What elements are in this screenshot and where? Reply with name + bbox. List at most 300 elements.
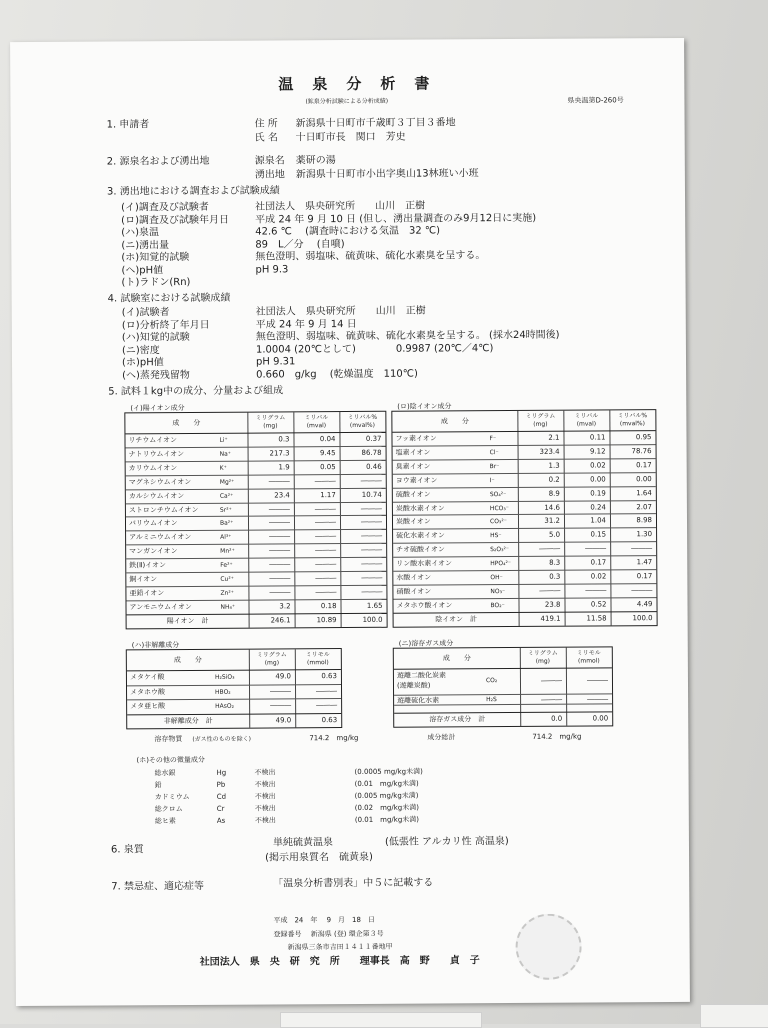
anion-row-formula: I⁻ — [489, 476, 495, 484]
anion-row-mval: ――― — [585, 586, 607, 595]
anion-row-mg: 0.2 — [548, 475, 560, 484]
cation-row-mval: ――― — [314, 476, 336, 485]
cation-row-pct: ――― — [360, 476, 382, 485]
anion-row-mval: 0.02 — [590, 461, 606, 470]
cation-row-formula: Ca²⁺ — [219, 492, 234, 500]
nondiss-row-formula: HBO₂ — [215, 688, 231, 696]
dissolved-note: (ガス性のものを除く) — [192, 735, 252, 743]
row-divider — [126, 557, 386, 560]
cation-row-mg: ――― — [269, 574, 291, 583]
trace-result: 不検出 — [254, 792, 276, 801]
section-field-test-label: 3. 湧出地における調査および試験成績 — [106, 185, 280, 198]
trace-limit: (0.01 mg/kg未満) — [354, 779, 419, 788]
gas-h2s-formula: H₂S — [486, 696, 497, 704]
row-divider — [126, 460, 386, 463]
section-quality-label: 6. 泉質 — [110, 844, 144, 856]
paper-corner — [700, 1004, 768, 1028]
anion-row-mval: 0.00 — [590, 475, 606, 484]
cation-row-pct: ――― — [361, 545, 383, 555]
trace-name: 総クロム — [154, 805, 183, 814]
anion-row-name: フッ素イオン — [395, 434, 437, 443]
trace-limit: (0.01 mg/kg未満) — [354, 815, 420, 824]
paper-corner — [280, 1012, 482, 1028]
anion-row-formula: HCO₃⁻ — [489, 504, 509, 512]
anion-row-mval: 0.52 — [590, 600, 607, 609]
lab-test-value: 社団法人 県央研究所 山川 正樹 — [255, 305, 426, 318]
dissolved-value: 714.2 mg/kg — [309, 733, 359, 743]
cation-total-mg: 246.1 — [270, 616, 291, 625]
lab-test-key: (イ)試験者 — [121, 307, 170, 319]
anion-row-pct: 1.64 — [636, 488, 652, 497]
nondiss-row-mg: 49.0 — [275, 672, 291, 681]
cation-row-mval: 0.18 — [320, 601, 337, 610]
cation-row-name: ナトリウムイオン — [128, 449, 185, 459]
cation-row-mg: ――― — [268, 518, 291, 527]
anion-row-mg: 31.2 — [544, 517, 561, 526]
lab-test-value: pH 9.31 — [255, 356, 296, 368]
row-divider — [126, 599, 386, 602]
gas-co2-mg: ――― — [540, 676, 562, 685]
row-divider — [126, 446, 386, 449]
address-label: 住 所 — [254, 118, 278, 130]
gas-header-mmol-unit: (mmol) — [577, 657, 600, 665]
gas-header-mg-unit: (mg) — [535, 657, 551, 665]
anion-row-mg: 5.0 — [548, 531, 561, 540]
cation-row-pct: 0.37 — [365, 434, 382, 443]
row-divider — [126, 585, 386, 588]
lab-test-value: 0.660 g/kg (乾燥温度 110℃) — [256, 368, 418, 381]
anion-row-pct: ――― — [631, 544, 653, 553]
lab-test-key: (ニ)密度 — [121, 344, 160, 356]
cation-header-mg: ミリグラム — [255, 414, 286, 422]
anion-row-mval: 0.19 — [590, 489, 606, 498]
anion-row-mg: 23.8 — [544, 600, 561, 609]
anion-header-mval-unit: (mval) — [576, 420, 597, 428]
anion-row-mg: ――― — [539, 586, 561, 595]
anion-row-formula: HS⁻ — [490, 532, 502, 540]
lab-test-value: 1.0004 (20℃として) 0.9987 (20℃／4℃) — [255, 342, 494, 356]
anion-table — [391, 409, 657, 628]
row-divider — [126, 529, 386, 532]
cation-row-mval: 9.45 — [319, 448, 336, 458]
nondiss-header-mg-unit: (mg) — [264, 659, 280, 667]
total-components-value: 714.2 mg/kg — [532, 732, 582, 741]
anion-row-formula: CO₃²⁻ — [489, 518, 507, 526]
row-divider — [393, 458, 656, 461]
address-value: 新潟県十日町市千歳町３丁目３番地 — [295, 117, 456, 130]
total-components-label: 成分総計 — [427, 733, 456, 742]
cation-row-formula: Cu²⁺ — [220, 575, 234, 583]
cation-row-pct: ――― — [361, 559, 383, 569]
cation-row-formula: Fe²⁺ — [220, 561, 233, 569]
nondiss-row-name: メタケイ酸 — [129, 673, 165, 682]
anion-row-name: 硫化水素イオン — [396, 531, 445, 541]
cation-row-name: 銅イオン — [129, 575, 158, 584]
cation-row-name: アルミニウムイオン — [129, 533, 192, 542]
anion-row-name: 臭素イオン — [395, 462, 431, 471]
nondiss-header-mmol-unit: (mmol) — [306, 659, 329, 667]
row-divider — [393, 569, 656, 572]
cation-row-name: 鉄(Ⅱ)イオン — [129, 561, 166, 570]
source-name-label: 源泉名 — [254, 155, 285, 167]
trace-result: 不検出 — [254, 816, 276, 825]
spring-quality-note: (低張性 アルカリ性 高温泉) — [384, 836, 509, 848]
cation-row-mval: ――― — [315, 560, 337, 569]
gas-table — [393, 646, 613, 727]
spring-quality-display: (掲示用泉質名 硫黄泉) — [265, 851, 373, 864]
anion-row-mg: ――― — [539, 544, 561, 554]
document-number: 県央温第D-260号 — [567, 96, 624, 105]
section-source-label: 2. 源泉名および湧出地 — [106, 155, 210, 168]
cation-row-formula: Mg²⁺ — [219, 478, 235, 486]
nondiss-row-mmol: ――― — [316, 686, 338, 695]
row-divider — [393, 555, 656, 558]
anion-header-pct: ミリバル% — [617, 412, 648, 420]
gas-total-label: 溶存ガス成分 計 — [429, 715, 486, 724]
cation-row-pct: 0.46 — [366, 462, 382, 471]
cation-header-pct-unit: (mval%) — [349, 421, 375, 429]
anion-row-formula: Br⁻ — [489, 462, 500, 470]
nondiss-row-mg: ――― — [270, 687, 292, 696]
cation-row-mg: ――― — [269, 546, 291, 555]
cation-row-mval: ――― — [315, 532, 337, 541]
anion-row-pct: 2.07 — [636, 502, 652, 511]
nondiss-header-mg: ミリグラム — [256, 651, 287, 659]
cation-row-pct: ――― — [361, 532, 383, 541]
trace-limit: (0.02 mg/kg未満) — [354, 803, 419, 812]
anion-row-mg: 0.3 — [549, 572, 561, 581]
lab-test-value: 無色澄明、弱塩味、硫黄味、硫化水素臭を呈する。 (採水24時間後) — [255, 329, 560, 343]
cation-row-mval: ――― — [315, 546, 337, 555]
indications-value: 「温泉分析書別表」中５に記載する — [273, 877, 434, 890]
anion-row-mg: 8.3 — [549, 558, 561, 567]
row-divider — [393, 486, 656, 489]
anion-total-mg: 419.1 — [540, 614, 561, 623]
field-test-key: (ロ)調査及び試験年月日 — [121, 214, 229, 226]
anion-row-mval: 1.04 — [590, 516, 607, 525]
nondiss-total-mg: 49.0 — [275, 716, 292, 725]
anion-row-formula: SO₄²⁻ — [489, 490, 507, 498]
cation-row-name: マンガンイオン — [129, 547, 178, 556]
anion-row-pct: ――― — [631, 586, 653, 595]
trace-symbol: Cr — [216, 804, 225, 813]
cation-total-mval: 10.89 — [316, 616, 337, 625]
trace-name: 鉛 — [154, 781, 162, 790]
anion-row-formula: BO₂⁻ — [490, 601, 505, 609]
anion-row-formula: NO₃⁻ — [490, 587, 506, 596]
gas-co2-name-alt: (遊離炭酸) — [396, 681, 431, 690]
cation-row-name: 亜鉛イオン — [129, 589, 165, 598]
anion-total-label: 陰イオン 計 — [435, 615, 478, 624]
nondiss-row-mmol: ――― — [316, 701, 338, 710]
anion-row-mg: 1.3 — [548, 461, 560, 470]
cation-row-mg: ――― — [269, 588, 291, 597]
cation-row-formula: K⁺ — [219, 464, 227, 472]
nondiss-caption: (ハ)非解離成分 — [131, 641, 180, 650]
field-test-key: (ト)ラドン(Rn) — [121, 276, 191, 289]
gas-h2s-name: 遊離硫化水素 — [397, 696, 440, 705]
anion-row-mval: 0.24 — [590, 502, 606, 512]
cation-header-mg-unit: (mg) — [263, 422, 278, 430]
gas-h2s-mg: ――― — [541, 695, 563, 704]
cation-row-mg: 0.3 — [278, 435, 290, 444]
cation-caption: (イ)陽イオン成分 — [130, 404, 185, 413]
trace-name: 総水銀 — [154, 769, 176, 778]
cation-row-formula: Li⁺ — [219, 436, 228, 444]
source-location-label: 湧出地 — [254, 169, 285, 181]
row-divider — [126, 543, 386, 546]
anion-row-mg: 323.4 — [539, 447, 560, 456]
registration-number: 登録番号 新潟県 (登) 環企第３号 — [273, 929, 384, 939]
trace-name: カドミウム — [154, 792, 190, 802]
row-divider — [127, 684, 341, 686]
row-divider — [393, 597, 656, 600]
gas-total-mg: 0.0 — [551, 714, 563, 723]
anion-row-name: 炭酸水素イオン — [395, 503, 445, 513]
anion-row-mg: 8.9 — [548, 489, 560, 498]
nondiss-total-label: 非解離成分 計 — [163, 716, 213, 726]
cation-row-mval: ――― — [315, 574, 337, 583]
anion-header-mval: ミリバル — [574, 412, 599, 420]
anion-row-mg: 2.1 — [548, 433, 560, 442]
row-divider — [393, 527, 656, 530]
trace-name: 総ヒ素 — [154, 817, 176, 826]
name-value: 十日町市長 関口 芳史 — [295, 131, 406, 144]
cation-header-pct: ミリバル% — [347, 413, 378, 422]
row-divider — [393, 514, 656, 517]
anion-row-mval: 0.11 — [589, 433, 606, 442]
nondiss-row-mmol: 0.63 — [321, 672, 337, 681]
row-divider — [393, 500, 656, 503]
anion-header-pct-unit: (mval%) — [619, 420, 645, 428]
trace-symbol: Pb — [216, 780, 226, 789]
cation-row-formula: Mn²⁺ — [220, 547, 235, 555]
nondiss-row-mg: ――― — [270, 701, 292, 710]
cation-row-pct: ――― — [361, 587, 383, 596]
field-test-key: (ヘ)pH値 — [121, 264, 164, 276]
anion-row-formula: S₂O₃²⁻ — [490, 546, 510, 554]
cation-row-pct: 1.65 — [366, 601, 383, 610]
anion-row-pct: 8.98 — [636, 516, 653, 525]
field-test-key: (ハ)泉温 — [121, 227, 160, 239]
nondiss-row-formula: HAsO₂ — [215, 703, 235, 711]
document-subtitle: (鉱泉分析試験による分析成績) — [305, 97, 389, 106]
cation-row-name: バリウムイオン — [128, 519, 178, 528]
cation-row-formula: Ba²⁺ — [219, 520, 234, 528]
nondiss-row-name: メタホウ酸 — [130, 687, 166, 697]
trace-symbol: Hg — [216, 768, 227, 777]
anion-row-pct: 0.95 — [635, 433, 652, 442]
cation-table — [124, 411, 387, 630]
anion-row-mval: 0.02 — [590, 572, 607, 581]
document-title: 温泉分析書 — [278, 74, 449, 94]
cation-row-formula: Sr²⁺ — [219, 506, 232, 514]
cation-row-mval: 0.04 — [319, 435, 336, 444]
row-divider — [126, 487, 386, 490]
cation-row-formula: NH₄⁺ — [220, 603, 236, 611]
row-divider — [393, 472, 656, 475]
cation-row-mg: 3.2 — [279, 602, 291, 611]
organization-name: 社団法人 県 央 研 究 所 理事長 高 野 貞 子 — [199, 955, 480, 968]
seal-stamp — [515, 914, 581, 980]
lab-test-key: (ハ)知覚的試験 — [121, 331, 190, 344]
anion-row-formula: OH⁻ — [490, 574, 503, 582]
cation-row-name: マグネシウムイオン — [128, 477, 192, 487]
row-divider — [126, 473, 386, 476]
cation-row-pct: ――― — [360, 504, 382, 513]
trace-result: 不検出 — [254, 804, 276, 813]
anion-row-mval: 9.12 — [589, 447, 606, 456]
field-test-value: 89 L／分 (自噴) — [255, 238, 345, 251]
field-test-value: pH 9.3 — [255, 263, 289, 276]
lab-test-key: (ホ)pH値 — [121, 357, 164, 369]
anion-row-name: 塩素イオン — [395, 448, 431, 457]
row-divider — [393, 541, 656, 544]
anion-total-pct: 100.0 — [632, 614, 653, 623]
section-components-label: 5. 試料１kg中の成分、分量および組成 — [108, 385, 284, 398]
trace-limit: (0.005 mg/kg未満) — [354, 791, 419, 800]
anion-row-mval: 0.17 — [590, 558, 607, 567]
cation-row-mg: 217.3 — [269, 449, 290, 458]
name-label: 氏 名 — [254, 132, 278, 144]
anion-row-name: 炭酸イオン — [395, 517, 431, 527]
cation-header-mval: ミリバル — [304, 414, 329, 422]
cation-row-mg: ――― — [269, 560, 291, 569]
anion-row-name: 硫酸イオン — [395, 490, 431, 499]
row-divider — [126, 571, 386, 574]
anion-row-name: リン酸水素イオン — [396, 559, 453, 568]
nondiss-row-name: メタ亜ヒ酸 — [130, 702, 166, 711]
gas-header-mg: ミリグラム — [527, 649, 558, 657]
anion-header-component: 成 分 — [440, 417, 469, 426]
lab-test-key: (ロ)分析終了年月日 — [121, 319, 210, 331]
gas-co2-formula: CO₂ — [485, 677, 498, 685]
anion-row-name: チオ硫酸イオン — [396, 545, 445, 554]
trace-result: 不検出 — [254, 780, 276, 789]
trace-result: 不検出 — [254, 768, 276, 777]
anion-row-mg: 14.6 — [544, 503, 560, 512]
gas-h2s-mmol: ――― — [587, 695, 609, 704]
anion-row-formula: F⁻ — [489, 435, 497, 443]
field-test-key: (イ)調査及び試験者 — [121, 201, 209, 214]
field-test-value: 社団法人 県央研究所 山川 正樹 — [255, 200, 426, 213]
cation-row-name: アンモニウムイオン — [129, 602, 192, 612]
row-divider — [127, 698, 341, 700]
source-name-value: 薬研の湯 — [295, 155, 336, 167]
organization-address: 新潟県三条市吉田１４１１番地甲 — [287, 942, 393, 952]
cation-row-mg: ――― — [268, 504, 290, 513]
cation-row-mg: ――― — [269, 532, 291, 541]
anion-row-pct: 0.00 — [636, 474, 652, 483]
section-lab-test-label: 4. 試験室における試験成績 — [107, 292, 231, 305]
row-divider — [126, 515, 386, 518]
field-test-key: (ニ)湧出量 — [121, 239, 170, 251]
cation-total-label: 陽イオン 計 — [166, 616, 209, 626]
cation-row-mg: ――― — [268, 477, 290, 486]
analysis-document — [10, 38, 690, 1006]
nondiss-header-mmol: ミリモル — [305, 651, 330, 659]
gas-header-mmol: ミリモル — [576, 649, 601, 657]
anion-row-pct: 0.17 — [636, 460, 652, 470]
anion-header-mg: ミリグラム — [525, 412, 556, 420]
cation-row-pct: 10.74 — [361, 490, 382, 499]
cation-row-name: カルシウムイオン — [128, 491, 185, 500]
trace-symbol: Cd — [216, 792, 227, 801]
section-applicant-label: 1. 申請者 — [106, 119, 150, 131]
anion-row-name: 硝酸イオン — [396, 587, 432, 596]
anion-row-pct: 1.30 — [636, 530, 653, 539]
gas-caption: (ニ)溶存ガス成分 — [398, 639, 454, 648]
cation-row-name: リチウムイオン — [128, 436, 177, 445]
issue-date: 平成 24 年 9 月 18 日 — [273, 915, 375, 925]
source-location-value: 新潟県十日町市小出字奥山13林班い小班 — [295, 168, 479, 181]
nondiss-table — [126, 648, 342, 729]
trace-caption: (ホ)その他の微量成分 — [136, 755, 205, 765]
anion-caption: (ロ)陰イオン成分 — [397, 402, 452, 411]
anion-row-name: ヨウ素イオン — [395, 476, 438, 485]
anion-row-formula: HPO₄²⁻ — [490, 560, 512, 568]
anion-total-mval: 11.58 — [586, 614, 607, 623]
anion-row-name: 水酸イオン — [396, 573, 432, 582]
cation-header-mval-unit: (mval) — [306, 422, 327, 430]
field-test-value: 42.6 ℃ (調査時における気温 32 ℃) — [255, 225, 441, 238]
cation-row-mval: ――― — [314, 504, 336, 513]
cation-row-name: カリウムイオン — [128, 463, 178, 473]
gas-header-component: 成 分 — [442, 654, 471, 663]
anion-row-name: メタホウ酸イオン — [396, 601, 453, 610]
cation-row-formula: Al³⁺ — [220, 534, 232, 542]
anion-row-mval: 0.15 — [590, 530, 607, 539]
trace-limit: (0.0005 mg/kg未満) — [354, 767, 423, 776]
anion-row-pct: 1.47 — [636, 558, 653, 567]
row-divider — [126, 501, 386, 504]
anion-row-mval: ――― — [585, 544, 607, 553]
cation-row-mval: 0.05 — [320, 462, 336, 471]
cation-row-mg: 1.9 — [278, 463, 290, 472]
anion-row-pct: 4.49 — [636, 599, 653, 609]
cation-row-formula: Na⁺ — [219, 450, 231, 458]
cation-row-mg: 23.4 — [274, 490, 290, 500]
trace-symbol: As — [216, 816, 226, 825]
anion-row-formula: Cl⁻ — [489, 448, 499, 457]
section-indications-label: 7. 禁忌症、適応症等 — [111, 880, 204, 893]
anion-row-pct: 78.76 — [631, 447, 652, 456]
cation-row-pct: 86.78 — [361, 448, 382, 457]
cation-header-component: 成 分 — [172, 418, 201, 428]
nondiss-row-formula: H₂SiO₃ — [214, 673, 235, 681]
gas-total-mmol: 0.00 — [592, 714, 609, 723]
row-divider — [393, 583, 656, 586]
cation-row-mval: ――― — [315, 587, 337, 597]
gas-co2-name: 遊離二酸化炭素 — [396, 671, 446, 680]
spring-quality-value: 単純硫黄温泉 — [272, 837, 333, 849]
gas-co2-mmol: ――― — [586, 676, 608, 685]
cation-row-mval: ――― — [314, 518, 337, 527]
lab-test-key: (ヘ)蒸発残留物 — [122, 369, 190, 381]
field-test-value: 無色澄明、弱塩味、硫黄味、硫化水素臭を呈する。 — [255, 250, 486, 263]
nondiss-header-component: 成 分 — [173, 655, 202, 665]
row-divider — [393, 444, 656, 447]
dissolved-label: 溶存物質 — [154, 735, 183, 744]
cation-row-formula: Zn²⁺ — [220, 589, 234, 597]
anion-header-mg-unit: (mg) — [533, 420, 548, 428]
anion-row-pct: 0.17 — [636, 572, 653, 581]
cation-total-pct: 100.0 — [362, 615, 383, 624]
field-test-value: 平成 24 年 9 月 10 日 (但し、湧出量調査のみ9月12日に実施) — [255, 212, 537, 226]
nondiss-total-mmol: 0.63 — [321, 716, 338, 725]
cation-row-pct: ――― — [361, 573, 383, 582]
cation-row-mval: 1.17 — [320, 490, 336, 499]
